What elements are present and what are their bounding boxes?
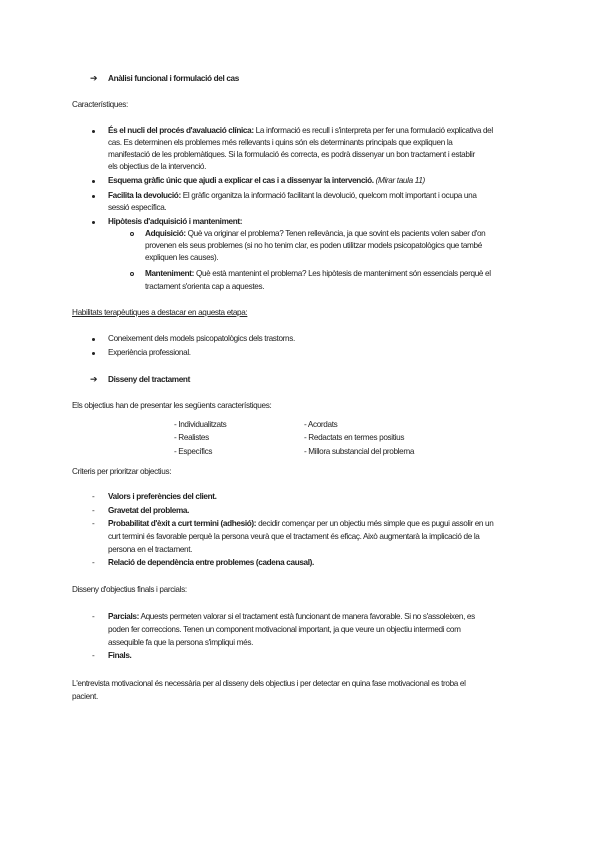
final-objectives-label: Disseny d'objectius finals i parcials: (72, 585, 187, 594)
criterion-item: Relació de dependència entre problemes (cadena causal). (108, 558, 314, 567)
bullet-icon (92, 195, 95, 198)
bullet-nucli-bold: És el nucli del procés d'avaluació clínica: (108, 126, 254, 135)
section-heading-analisi: Anàlisi funcional i formulació del cas (108, 74, 239, 83)
bullet-hipotesis: Hipòtesis d'adquisició i manteniment: (108, 217, 243, 226)
section-heading-disseny: Disseny del tractament (108, 375, 190, 384)
dash-icon: - (92, 506, 95, 515)
objective-trait: - Específics (174, 447, 213, 456)
dash-icon: - (92, 492, 95, 501)
sub-manteniment-text: Què està mantenint el problema? Les hipòtesis de manteniment són essencials perquè el (194, 269, 491, 278)
sub-adquisicio-line2: provenen els seus problemes (si no ho tenim clar, es poden utilitzar models psicopatològics que també (145, 241, 482, 250)
objective-trait: - Redactats en termes positius (304, 433, 405, 442)
dash-icon: - (92, 558, 95, 567)
bullet-esquema-ref: (Mirar taula 11) (375, 176, 425, 185)
criterion-line2: curt termini és favorable perquè la persona veurà que el tractament és eficaç. Això augmentarà la implicació de la (108, 532, 480, 541)
sub-manteniment-bold: Manteniment: (145, 269, 195, 278)
criterion-text: decidir començar per un objectiu més simple que es pugui assolir en un (256, 519, 494, 528)
bullet-devolucio (108, 190, 477, 201)
objective-trait: - Individualitzats (174, 420, 227, 429)
sub-bullet-icon (130, 232, 134, 236)
sub-bullet-icon (130, 272, 134, 276)
bullet-devolucio-text: El gràfic organitza la informació facilitant la devolució, quelcom molt important i ocupa una (180, 191, 477, 200)
partials-line2: poden fer correccions. Tenen un component motivacional important, ja que veure un objectiu intermedi com (108, 625, 461, 634)
criterion-item: Gravetat del problema. (108, 506, 190, 515)
closing-paragraph-line2: pacient. (72, 692, 98, 701)
closing-paragraph: L'entrevista motivacional és necessària per al disseny dels objectius i per detectar en quina fase motivacional es troba el (72, 679, 466, 688)
sub-adquisicio-text: Què va originar el problema? Tenen rellevància, ja que sovint els pacients volen saber d'on (185, 229, 486, 238)
sub-manteniment-line2: tractament s'orienta cap a aquestes. (145, 282, 265, 291)
partials-text: Aquests permeten valorar si el tractament està funcionant de manera favorable. Si no s'assoleixen, es (139, 612, 475, 621)
criterion-item (108, 518, 493, 529)
bullet-esquema (108, 175, 425, 186)
criterion-item: Valors i preferències del client. (108, 492, 217, 501)
bullet-nucli-line3: manifestació de les problemàtiques. Si la formulació és correcta, es podrà dissenyar un bon tractament i establir (108, 150, 475, 159)
bullet-devolucio-bold: Facilita la devolució: (108, 191, 181, 200)
skills-label: Habilitats terapèutiques a destacar en aquesta etapa: (72, 308, 248, 317)
objective-trait: - Realistes (174, 433, 209, 442)
skill-item: Experiència professional. (108, 348, 191, 357)
objective-trait: - Millora substancial del problema (304, 447, 415, 456)
bullet-nucli-line2: cas. Es determinen els problemes més rellevants i quins són els determinants principals que expliquen la (108, 138, 453, 147)
characteristics-label: Característiques: (72, 100, 128, 109)
sub-adquisicio-line3: expliquen les causes). (145, 253, 219, 262)
skill-item: Coneixement dels models psicopatològics dels trastorns. (108, 334, 295, 343)
bullet-icon (92, 130, 95, 133)
partials-bold: Parcials: (108, 612, 139, 621)
criteria-label: Criteris per prioritzar objectius: (72, 467, 172, 476)
finals-item: Finals. (108, 651, 132, 660)
sub-adquisicio-bold: Adquisició: (145, 229, 186, 238)
bullet-icon (92, 352, 95, 355)
bullet-nucli-text: La informació es recull i s'interpreta per fer una formulació explicativa del (253, 126, 493, 135)
bullet-icon (92, 221, 95, 224)
arrow-icon: ➔ (90, 374, 98, 384)
objective-trait: - Acordats (304, 420, 338, 429)
dash-icon: - (92, 519, 95, 528)
bullet-nucli-line4: els objectius de la intervenció. (108, 162, 207, 171)
dash-icon: - (92, 612, 95, 621)
objectives-intro: Els objectius han de presentar les següents característiques: (72, 401, 272, 410)
partials-line3: assequible fa que la persona s'impliqui més. (108, 638, 254, 647)
sub-adquisicio (145, 228, 485, 239)
criterion-bold: Probabilitat d'èxit a curt termini (adhesió): (108, 519, 257, 528)
bullet-devolucio-line2: sessió específica. (108, 203, 167, 212)
bullet-esquema-bold: Esquema gràfic únic que ajudi a explicar el cas i a dissenyar la intervenció. (108, 176, 374, 185)
bullet-icon (92, 338, 95, 341)
bullet-nucli (108, 125, 493, 136)
arrow-icon: ➔ (90, 73, 98, 83)
bullet-icon (92, 180, 95, 183)
partials-item (108, 611, 475, 622)
criterion-line3: persona en el tractament. (108, 545, 193, 554)
sub-manteniment (145, 268, 491, 279)
dash-icon: - (92, 651, 95, 660)
